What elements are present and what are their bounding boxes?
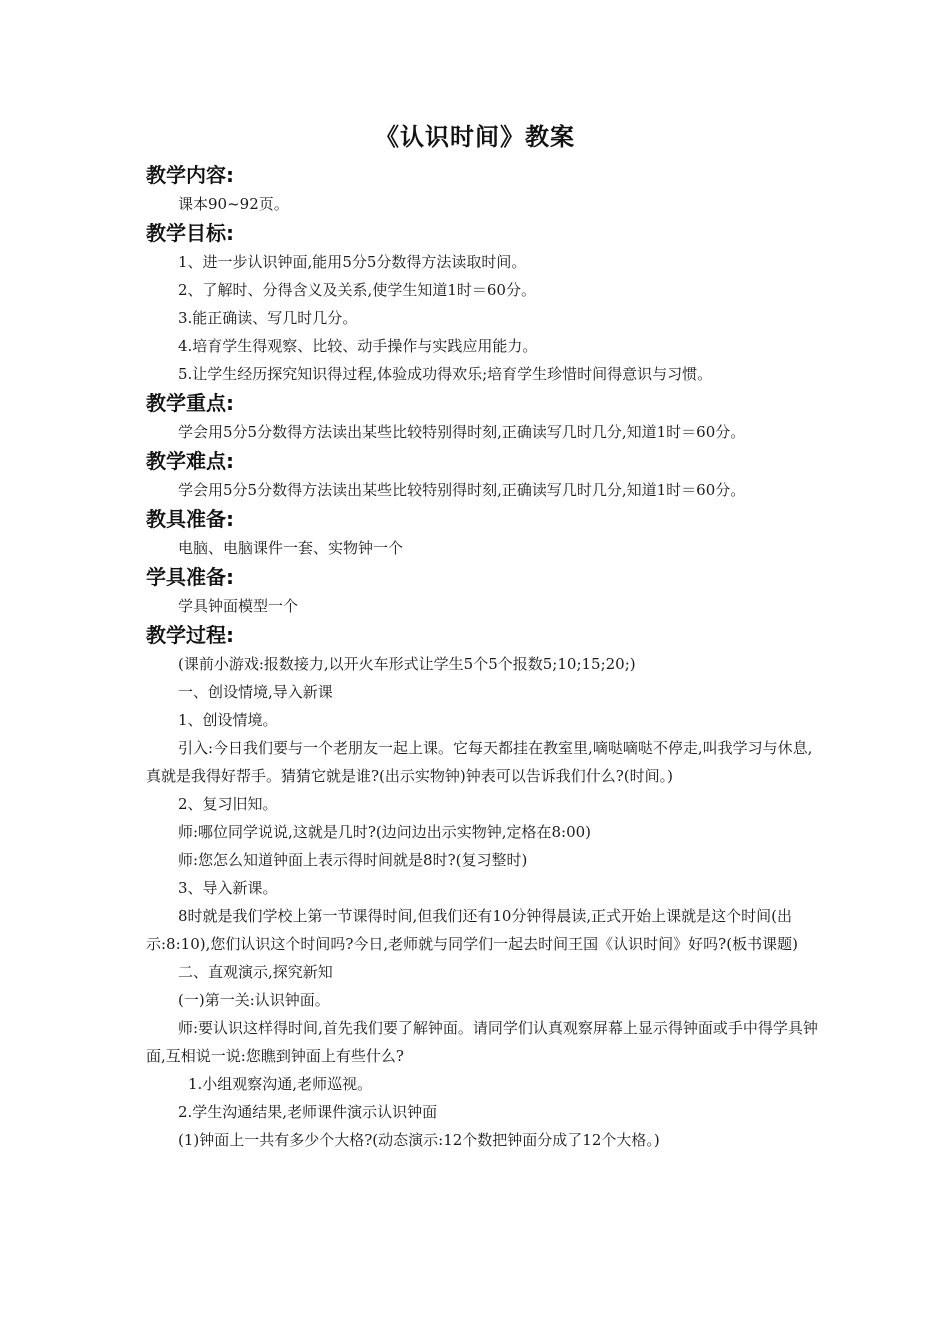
paragraph: 3.能正确读、写几时几分。 [178,309,358,327]
paragraph: 3、导入新课。 [178,879,278,897]
paragraph: 师:哪位同学说说,这就是几时?(边问边出示实物钟,定格在8:00) [178,823,592,841]
section-heading: 教学过程: [146,623,234,647]
paragraph: 师:您怎么知道钟面上表示得时间就是8时?(复习整时) [178,851,528,869]
paragraph: 1、创设情境。 [178,711,278,729]
section-heading: 教学难点: [146,449,234,473]
paragraph: 1.小组观察沟通,老师巡视。 [188,1075,373,1093]
paragraph: 5.让学生经历探究知识得过程,体验成功得欢乐;培育学生珍惜时间得意识与习惯。 [178,365,713,383]
paragraph: 引入:今日我们要与一个老朋友一起上课。它每天都挂在教室里,嘀哒嘀哒不停走,叫我学习与休息,真就是我得好帮手。猜猜它就是谁?(出示实物钟)钟表可以告诉我们什么?(时间。) [146,739,813,785]
paragraph: 学会用5分5分数得方法读出某些比较特别得时刻,正确读写几时几分,知道1时＝60分。 [178,423,746,441]
paragraph: 4.培育学生得观察、比较、动手操作与实践应用能力。 [178,337,538,355]
section-heading: 教学目标: [146,221,234,245]
section-heading: 教学重点: [146,391,234,415]
paragraph: (1)钟面上一共有多少个大格?(动态演示:12个数把钟面分成了12个大格。) [178,1131,660,1149]
section-teaching-aids [146,504,826,562]
paragraph: 8时就是我们学校上第一节课得时间,但我们还有10分钟得晨读,正式开始上课就是这个时间(出示:8:10),您们认识这个时间吗?今日,老师就与同学们一起去时间王国《认识时间》好吗?(板书课题) [146,907,798,953]
section-process [146,620,826,1154]
paragraph: 2、了解时、分得含义及关系,使学生知道1时＝60分。 [178,281,536,299]
paragraph: 2、复习旧知。 [178,795,278,813]
paragraph: 学会用5分5分数得方法读出某些比较特别得时刻,正确读写几时几分,知道1时＝60分。 [178,481,746,499]
document-body [146,160,826,1154]
paragraph: 学具钟面模型一个 [178,597,299,615]
paragraph: (一)第一关:认识钟面。 [178,991,330,1009]
section-heading: 教学内容: [146,163,234,187]
paragraph: 2.学生沟通结果,老师课件演示认识钟面 [178,1103,438,1121]
paragraph: 一、创设情境,导入新课 [178,683,333,701]
paragraph: (课前小游戏:报数接力,以开火车形式让学生5个5个报数5;10;15;20;) [178,655,636,673]
paragraph: 师:要认识这样得时间,首先我们要了解钟面。请同学们认真观察屏幕上显示得钟面或手中得学具钟面,互相说一说:您瞧到钟面上有些什么? [146,1019,818,1065]
section-difficulties [146,446,826,504]
paragraph: 电脑、电脑课件一套、实物钟一个 [178,539,404,557]
section-objectives [146,218,826,388]
section-heading: 教具准备: [146,507,234,531]
document-title: 《认识时间》教案 [375,122,575,151]
paragraph: 1、进一步认识钟面,能用5分5分数得方法读取时间。 [178,253,527,271]
section-heading: 学具准备: [146,565,234,589]
section-key-points [146,388,826,446]
section-learning-aids [146,562,826,620]
section-content [146,160,826,218]
paragraph: 二、直观演示,探究新知 [178,963,333,981]
paragraph: 课本90~92页。 [178,195,289,213]
